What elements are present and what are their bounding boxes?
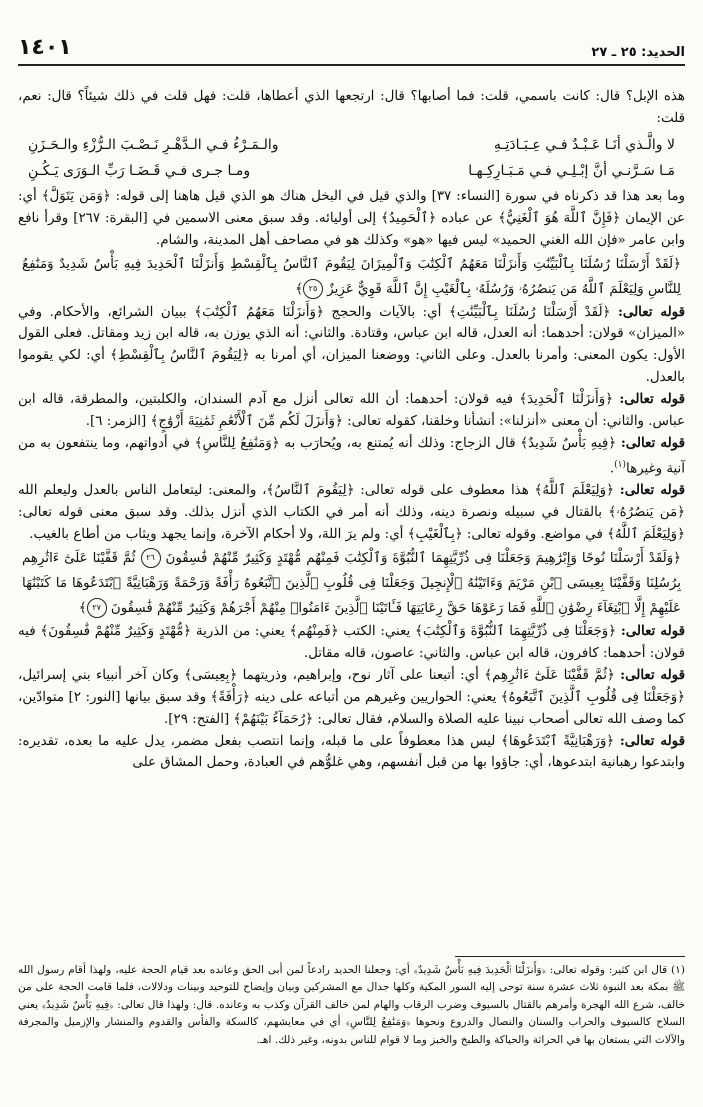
paragraph-text: ﴿وَلِيَعْلَمَ ٱللَّهُ﴾ هذا معطوف على قوله تعالى: ﴿لِيَقُومَ ٱلنَّاسُ﴾، والمعنى: ليتعامل الناس بالعدل وليعلم الله ﴿مَن يَنصُرُهُۥ﴾ بالقتال في سبيله ونصرة دينه، وذلك أنه أمر في الكتاب الذي أنزل بذلك. وقد سبق معنى قوله تعالى: ﴿وَلِيَعْلَمَ ٱللَّهُ﴾ في مواضع. وقوله تعالى: ﴿بِٱلْغَيْبِ﴾ أي: ولم يرَ اللهَ، ولا أحكام الآخرة، وإنما يجهد ويثاب من أطاع بالغيب. [18, 483, 685, 543]
lead-label: قوله تعالى: [620, 666, 685, 683]
paragraph [18, 480, 685, 546]
running-title: الحديد: ٢٥ ـ ٢٧ [591, 45, 685, 60]
paragraph-text: ﴿فِيهِ بَأْسٌ شَدِيدٌ﴾ قال الزجاج: وذلك أنه يُمتنع به، ويُحارَب به ﴿وَمَنَٰفِعُ لِلنَّاسِ﴾ في أدواتهم، وما ينتفعون به من آنية وغيرها [18, 435, 685, 477]
verse-text: ﴿وَلَقَدْ أَرْسَلْنَا نُوحًا وَإِبْرَٰهِيمَ وَجَعَلْنَا فِى ذُرِّيَّتِهِمَا ٱلنُّبُوَّةَ وَٱلْكِتَٰبَ فَمِنْهُم مُّهْتَدٍ وَكَثِيرٌ مِّنْهُمْ فَٰسِقُونَ [165, 550, 682, 566]
paragraph-text: ﴿وَأَنزَلْنَا ٱلْحَدِيدَ﴾ فيه قولان: أحدهما: أن الله تعالى أنزل مع آدم السندان، والكلبتين، والمطرقة، قاله ابن عباس. والثاني: أن معنى «أنزلنا»: أنشأنا وخلقنا، كقوله تعالى: ﴿وَأَنزَلَ لَكُم مِّنَ ٱلْأَنْعَٰمِ ثَمَٰنِيَةَ أَزْوَٰجٍ﴾ [الزمر: ٦]. [18, 392, 685, 430]
paragraph [18, 389, 685, 433]
footnote-text: (١) قال ابن كثير: وقوله تعالى: ﴿وَأَنزَلْنَا ٱلْحَدِيدَ فِيهِ بَأْسٌ شَدِيدٌ﴾ أي: وجعلنا الحديد رادعاً لمن أبى الحق وعانده بعد قيام الحجة عليه، ولهذا أقام رسول الله ﷺ بمكة بعد النبوة ثلاث عشرة سنة توحى إليه السور المكية وكلها جدال مع المشركين وبيان وإيضاح للتوحيد وبينات ودلالات، فلما قامت الحجة على من خالف، شرع الله الهجرة وأمرهم بالقتال بالسيوف وضرب الرقاب والهام لمن خالف القرآن وكذب به وعانده. قال: ولهذا قال تعالى: ﴿فِيهِ بَأْسٌ شَدِيدٌ﴾ يعني السلاح كالسيوف والحراب والسنان والنصال والدروع ونحوها ﴿وَمَنَٰفِعُ لِلنَّاسِ﴾ أي في معايشهم، كالسكة والفأس والقدوم والمنشار والإزميل والمجرفة والآلات التي يستعان بها في الحراثة والحياكة والطبخ والخبز وما لا قوام للناس بدونه، وغير ذلك. اهـ. [18, 964, 685, 1046]
verse-number-marker: ٢٦ [141, 548, 161, 568]
poem-line: لا والَّـذي أنَـا عَـبْـدٌ فـي عِـبَـادَتِـهِ [493, 136, 675, 153]
lead-label: قوله تعالى: [619, 732, 685, 749]
footnote [18, 962, 685, 1049]
page-number: ١٤٠١ [18, 35, 72, 60]
paragraph [18, 731, 685, 775]
poem [18, 130, 685, 186]
footnote-separator [455, 956, 685, 957]
paragraph-text: ﴿لَقَدْ أَرْسَلْنَا رُسُلَنَا بِٱلْبَيِّنَٰتِ﴾ أي: بالآيات والحجج ﴿وَأَنزَلْنَا مَعَهُمُ ٱلْكِتَٰبَ﴾ ببيان الشرائع، والأحكام. وفي «الميزان» قولان: أحدهما: أنه العدل، قاله ابن عباس، وقتادة. والثاني: أنه الذي يوزن به، قاله ابن زيد ومقاتل. فعلى القول الأول: يكون المعنى: وأمرنا بالعدل. وعلى الثاني: ووضعنا الميزان، أي أمرنا به ﴿لِيَقُومَ ٱلنَّاسُ بِٱلْقِسْطِ﴾ أي: لكي يقوموا بالعدل. [18, 304, 685, 386]
lead-label: قوله تعالى: [620, 622, 685, 639]
page-body [18, 86, 685, 774]
lead-label: قوله تعالى: [619, 391, 685, 408]
paragraph: قوله تعالى: ﴿فِيهِ بَأْسٌ شَدِيدٌ﴾ قال الزجاج: وذلك أنه يُمتنع به، ويُحارَب به ﴿وَمَنَٰفِعُ لِلنَّاسِ﴾ في أدواتهم، وما ينتفعون به من آنية وغيرها$^{(١)}$. [18, 434, 685, 477]
verse-number-marker: ٢٥ [303, 279, 323, 299]
paragraph: وما بعد هذا قد ذكرناه في سورة [النساء: ٣٧] والذي قيل في البخل هناك هو الذي قيل هاهنا إلى قوله: ﴿وَمَن يَتَوَلَّ﴾ أي: عن الإيمان ﴿فَإِنَّ ٱللَّهَ هُوَ ٱلْغَنِيُّ﴾ عن عباده ﴿ٱلْحَمِيدُ﴾ إلى أوليائه. وقد سبق معنى الاسمين في [البقرة: ٢٦٧] وقرأ نافع وابن عامر «فإن الله الغني الحميد» ليس فيها «هو» وكذلك هو في مصاحف أهل المدينة، والشام. [18, 188, 686, 248]
lead-label: قوله تعالى: [617, 303, 685, 320]
paragraph: هذه الإبل؟ قال: كانت باسمي، قلت: فما أصابها؟ قال: ارتجعها الذي أعطاها، قلت: فهل قلت في ذلك شيئاً؟ قال: نعم، قلت: [18, 89, 685, 126]
paragraph-text: ﴿وَرَهْبَانِيَّةً ٱبْتَدَعُوهَا﴾ ليس هذا معطوفاً على ما قبله، وإنما انتصب بفعل مضمر، يدل عليه ما بعده، تقديره: وابتدعوا رهبانية ابتدعوها، أي: جاؤوا بها من قبل أنفسهم، وهي غلوُّهم في العبادة، وحمل المشاق على [18, 733, 685, 771]
paragraph-text: ﴿ثُمَّ قَفَّيْنَا عَلَىٰٓ ءَاثَٰرِهِم﴾ أي: أتبعنا على آثار نوح، وإبراهيم، وذريتهما ﴿بِعِيسَى﴾ وكان آخر أنبياء بني إسرائيل، ﴿وَجَعَلْنَا فِى قُلُوبِ ٱلَّذِينَ ٱتَّبَعُوهُ﴾ يعني: الحواريين وغيرهم من أتباعه على دينه ﴿رَأْفَةً﴾ وقد سبق بيانها [النور: ٢] متوادّين، كما وصف الله تعالى أصحاب نبينا عليه الصلاة والسلام، فقال تعالى: ﴿رُحَمَآءُ بَيْنَهُمْ﴾ [الفتح: ٢٩]. [18, 667, 686, 727]
paragraph [18, 302, 685, 390]
poem-line: ومـا جـرى فـي قَـضَـا رَبِّ الـوَرَى يَـكُـنِ [28, 162, 251, 179]
paragraph [18, 665, 685, 731]
poem-line: مَـا سَـرَّنـي أنَّ إبْـلِـي فـي مَـبَـارِكِـهـا [468, 162, 675, 179]
page-header [18, 14, 685, 66]
poem-line: والـمَـرْءُ فـي الـدَّهْـرِ نَـصْـبَ الـرُّزْءِ والـحَـزَنِ [28, 136, 279, 153]
verse-text: ثُمَّ قَفَّيْنَا عَلَىٰٓ ءَاثَٰرِهِم بِرُسُلِنَا وَقَفَّيْنَا بِعِيسَى ٱبْنِ مَرْيَمَ وَءَاتَيْنَٰهُ ٱلْإِنجِيلَ وَجَعَلْنَا فِى قُلُوبِ ٱلَّذِينَ ٱتَّبَعُوهُ رَأْفَةً وَرَحْمَةً وَرَهْبَانِيَّةً ٱبْتَدَعُوهَا مَا كَتَبْنَٰهَا عَلَيْهِمْ إِلَّا ٱبْتِغَآءَ رِضْوَٰنِ ٱللَّهِ فَمَا رَعَوْهَا حَقَّ رِعَايَتِهَا فَـَٔاتَيْنَا ٱلَّذِينَ ءَامَنُوا۟ مِنْهُمْ أَجْرَهُمْ وَكَثِيرٌ مِّنْهُمْ فَٰسِقُونَ [22, 550, 681, 616]
quran-verse: ﴿وَلَقَدْ أَرْسَلْنَا نُوحًا وَإِبْرَٰهِيمَ وَجَعَلْنَا فِى ذُرِّيَّتِهِمَا ٱلنُّبُوَّةَ وَٱلْكِتَٰبَ فَمِنْهُم مُّهْتَدٍ وَكَثِيرٌ مِّنْهُمْ فَٰسِقُونَ ٢٦ ثُمَّ قَفَّيْنَا عَلَىٰٓ ءَاثَٰرِهِم بِرُسُلِنَا وَقَفَّيْنَا بِعِيسَى ٱبْنِ مَرْيَمَ وَءَاتَيْنَٰهُ ٱلْإِنجِيلَ وَجَعَلْنَا فِى قُلُوبِ ٱلَّذِينَ ٱتَّبَعُوهُ رَأْفَةً وَرَحْمَةً وَرَهْبَانِيَّةً ٱبْتَدَعُوهَا مَا كَتَبْنَٰهَا عَلَيْهِمْ إِلَّا ٱبْتِغَآءَ رِضْوَٰنِ ٱللَّهِ فَمَا رَعَوْهَا حَقَّ رِعَايَتِهَا فَـَٔاتَيْنَا ٱلَّذِينَ ءَامَنُوا۟ مِنْهُمْ أَجْرَهُمْ وَكَثِيرٌ مِّنْهُمْ فَٰسِقُونَ ٢٧﴾ [18, 546, 685, 621]
verse-text: ﴿لَقَدْ أَرْسَلْنَا رُسُلَنَا بِٱلْبَيِّنَٰتِ وَأَنزَلْنَا مَعَهُمُ ٱلْكِتَٰبَ وَٱلْمِيزَانَ لِيَقُومَ ٱلنَّاسُ بِٱلْقِسْطِ وَأَنزَلْنَا ٱلْحَدِيدَ فِيهِ بَأْسٌ شَدِيدٌ وَمَنَٰفِعُ لِلنَّاسِ وَلِيَعْلَمَ ٱللَّهُ مَن يَنصُرُهُۥ وَرُسُلَهُۥ بِٱلْغَيْبِ إِنَّ ٱللَّهَ قَوِيٌّ عَزِيزٌ [22, 256, 681, 297]
paragraph [18, 621, 685, 665]
lead-label: قوله تعالى: [620, 434, 685, 451]
lead-label: قوله تعالى: [619, 482, 685, 499]
paragraph-text: ﴿وَجَعَلْنَا فِى ذُرِّيَّتِهِمَا ٱلنُّبُوَّةَ وَٱلْكِتَٰبَ﴾ يعني: الكتب ﴿فَمِنْهُم﴾ يعني: من الذرية ﴿مُّهْتَدٍ وَكَثِيرٌ مِّنْهُمْ فَٰسِقُونَ﴾ فيه قولان: أحدهما: كافرون، قاله ابن عباس. والثاني: عاصون، قاله مقاتل. [18, 623, 685, 661]
footnote-ref[interactable]: (١) [614, 459, 627, 470]
verse-number-marker: ٢٧ [87, 598, 107, 618]
quran-verse: ﴿لَقَدْ أَرْسَلْنَا رُسُلَنَا بِٱلْبَيِّنَٰتِ وَأَنزَلْنَا مَعَهُمُ ٱلْكِتَٰبَ وَٱلْمِيزَانَ لِيَقُومَ ٱلنَّاسُ بِٱلْقِسْطِ وَأَنزَلْنَا ٱلْحَدِيدَ فِيهِ بَأْسٌ شَدِيدٌ وَمَنَٰفِعُ لِلنَّاسِ وَلِيَعْلَمَ ٱللَّهُ مَن يَنصُرُهُۥ وَرُسُلَهُۥ بِٱلْغَيْبِ إِنَّ ٱللَّهَ قَوِيٌّ عَزِيزٌ ٢٥﴾ [22, 256, 681, 297]
